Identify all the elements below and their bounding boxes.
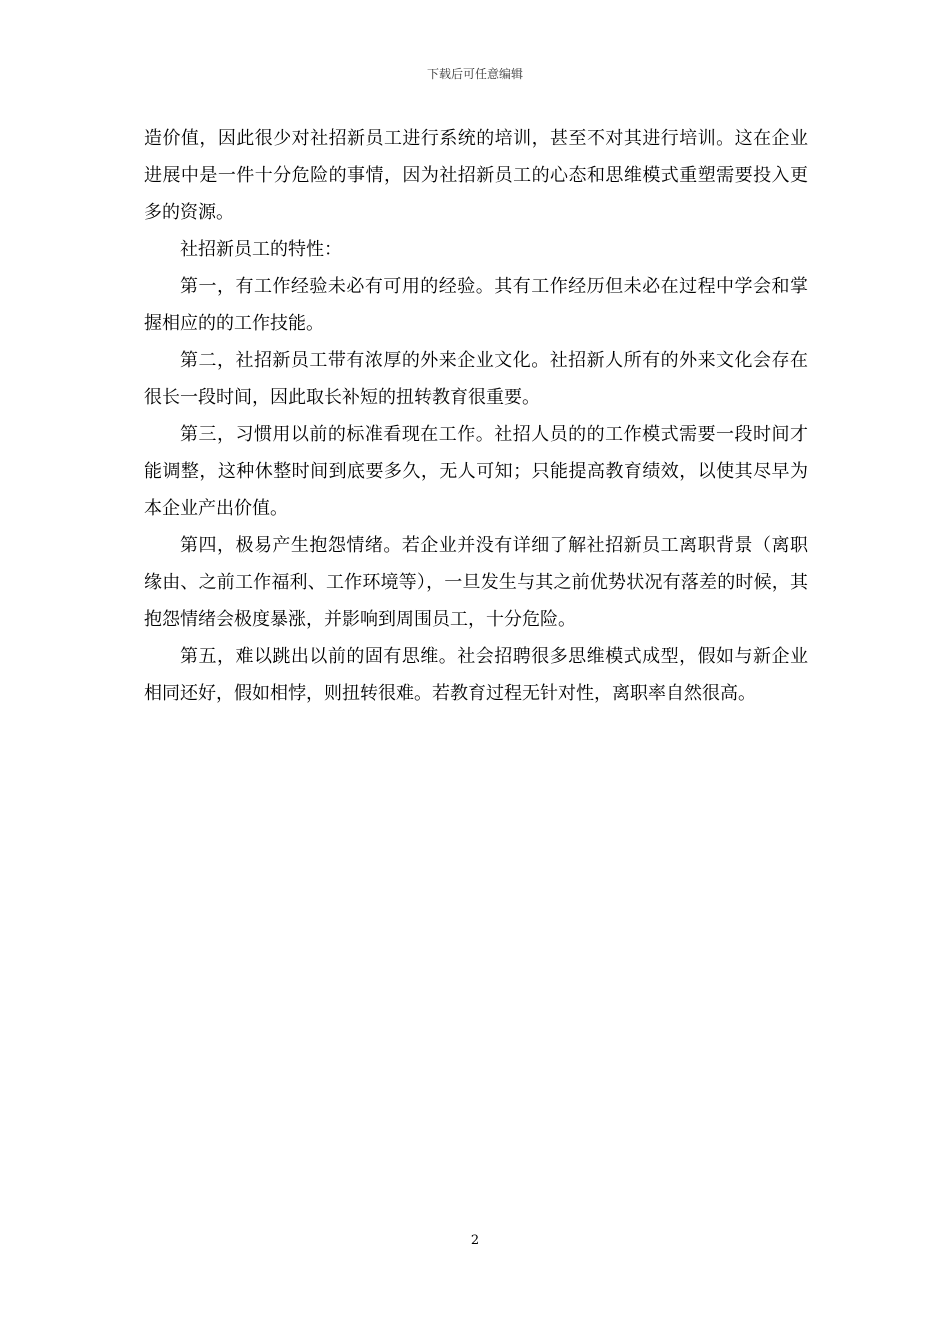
paragraph-trait-1: 第一，有工作经验未必有可用的经验。其有工作经历但未必在过程中学会和掌握相应的的工作技能。: [144, 276, 808, 334]
page-number: 2: [470, 1233, 480, 1248]
paragraph-traits-heading: 社招新员工的特性：: [180, 239, 342, 260]
page-header: 下载后可任意编辑: [426, 67, 523, 81]
paragraph-trait-5: 第五，难以跳出以前的固有思维。社会招聘很多思维模式成型，假如与新企业相同还好，假如相悖，则扭转很难。若教育过程无针对性，离职率自然很高。: [144, 646, 808, 704]
paragraph-trait-3: 第三，习惯用以前的标准看现在工作。社招人员的的工作模式需要一段时间才能调整，这种休整时间到底要多久，无人可知；只能提高教育绩效，以使其尽早为本企业产出价值。: [144, 424, 808, 519]
document-body: [144, 120, 808, 712]
paragraph-trait-4: 第四，极易产生抱怨情绪。若企业并没有详细了解社招新员工离职背景（离职缘由、之前工作福利、工作环境等），一旦发生与其之前优势状况有落差的时候，其抱怨情绪会极度暴涨，并影响到周围员工，十分危险。: [144, 535, 808, 630]
paragraph-intro-continuation: 造价值，因此很少对社招新员工进行系统的培训，甚至不对其进行培训。这在企业进展中是一件十分危险的事情，因为社招新员工的心态和思维模式重塑需要投入更多的资源。: [144, 128, 808, 223]
paragraph-trait-2: 第二，社招新员工带有浓厚的外来企业文化。社招新人所有的外来文化会存在很长一段时间，因此取长补短的扭转教育很重要。: [144, 350, 808, 408]
